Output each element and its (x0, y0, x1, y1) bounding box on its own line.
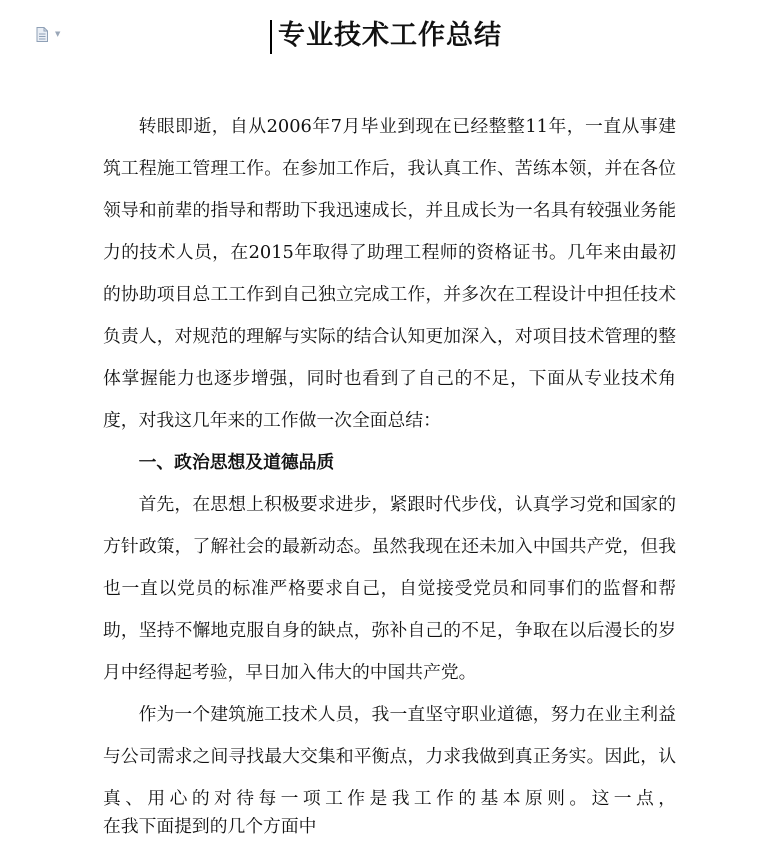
paragraph-professional: 作为一个建筑施工技术人员，我一直坚守职业道德，努力在业主利益与公司需求之间寻找最大交集和平衡点，力求我做到真正务实。因此，认真、用心的对待每一项工作是我工作的基本原则。这一点， (103, 704, 676, 809)
document-title: 专业技术工作总结 (278, 20, 502, 51)
section-heading: 一、政治思想及道德品质 (138, 452, 335, 473)
partial-line-text: 在我下面提到的几个方面中 (103, 816, 317, 837)
paragraph-political: 首先，在思想上积极要求进步，紧跟时代步伐，认真学习党和国家的方针政策，了解社会的最新动态。虽然我现在还未加入中国共产党，但我也一直以党员的标准严格要求自己，自觉接受党员和同事们的监督和帮助，坚持不懈地克服自身的缺点，弥补自己的不足，争取在以后漫长的岁月中经得起考验，早日加入伟大的中国共产党。 (103, 494, 676, 683)
dropdown-caret-icon[interactable]: ▼ (55, 30, 61, 38)
partial-line (103, 812, 323, 837)
document-body (103, 106, 676, 820)
paragraph-intro: 转眼即逝，自从2006年7月毕业到现在已经整整11年，一直从事建筑工程施工管理工作。在参加工作后，我认真工作、苦练本领，并在各位领导和前辈的指导和帮助下我迅速成长，并且成长为一名具有较强业务能力的技术人员，在2015年取得了助理工程师的资格证书。几年来由最初的协助项目总工工作到自己独立完成工作，并多次在工程设计中担任技术负责人，对规范的理解与实际的结合认知更加深入，对项目技术管理的整体掌握能力也逐步增强，同时也看到了自己的不足，下面从专业技术角度，对我这几年来的工作做一次全面总结： (103, 116, 676, 431)
text-cursor (270, 20, 272, 54)
